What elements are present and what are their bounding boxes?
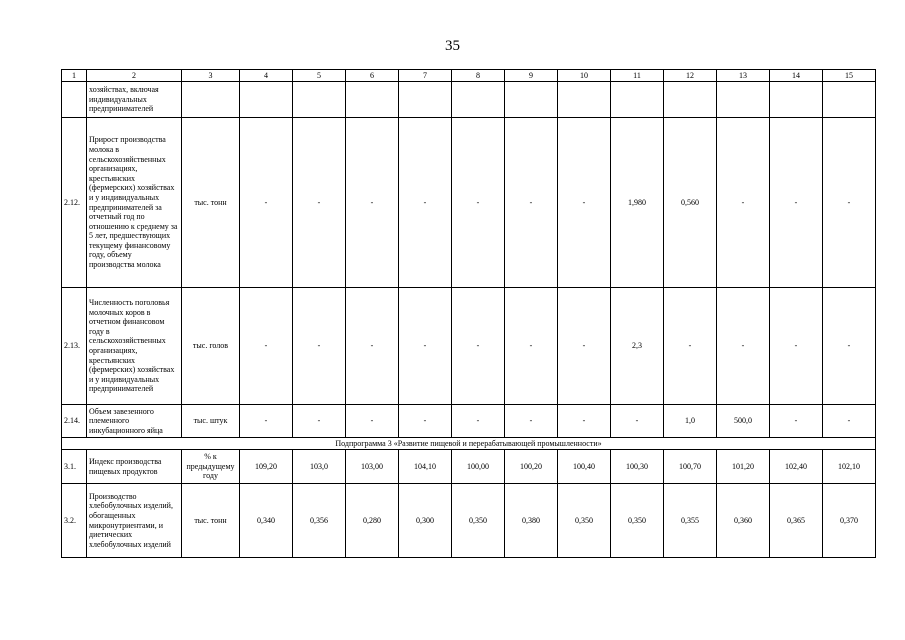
unit-cell: тыс. штук <box>182 405 240 438</box>
row-number: 2.12. <box>62 118 87 288</box>
row-number: 3.2. <box>62 484 87 558</box>
table-row <box>62 288 876 405</box>
header-cell: 8 <box>452 70 505 82</box>
indicator-name: Объем завезенного племенного инкубационного яйца <box>87 405 182 438</box>
table-row <box>62 484 876 558</box>
value-cell: - <box>770 288 823 405</box>
value-cell: 0,365 <box>770 484 823 558</box>
subprogram-row <box>62 438 876 450</box>
value-cell: - <box>346 405 399 438</box>
value-cell: - <box>240 118 293 288</box>
value-cell <box>505 82 558 118</box>
value-cell <box>452 82 505 118</box>
value-cell: 0,380 <box>505 484 558 558</box>
value-cell: - <box>399 405 452 438</box>
row-number: 3.1. <box>62 450 87 484</box>
indicator-name: хозяйствах, включая индивидуальных предпринимателей <box>87 82 182 118</box>
value-cell <box>664 82 717 118</box>
value-cell: - <box>505 405 558 438</box>
indicator-name: Прирост производства молока в сельскохозяйственных организациях, крестьянских (фермерских) хозяйствах и у индивидуальных предпринимателей за отчетный год по отношению к среднему за 5 лет, предшествующих текущему финансовому году, объему производства молока <box>87 118 182 288</box>
value-cell <box>399 82 452 118</box>
value-cell: - <box>293 118 346 288</box>
unit-cell: % к предыдущему году <box>182 450 240 484</box>
value-cell: - <box>558 288 611 405</box>
value-cell: 103,00 <box>346 450 399 484</box>
header-cell: 4 <box>240 70 293 82</box>
value-cell: - <box>823 405 876 438</box>
value-cell: 0,350 <box>558 484 611 558</box>
row-number: 2.13. <box>62 288 87 405</box>
value-cell: - <box>717 118 770 288</box>
value-cell: 500,0 <box>717 405 770 438</box>
value-cell: 0,360 <box>717 484 770 558</box>
header-cell: 7 <box>399 70 452 82</box>
value-cell: 0,356 <box>293 484 346 558</box>
header-cell: 15 <box>823 70 876 82</box>
table-row <box>62 405 876 438</box>
value-cell: 102,40 <box>770 450 823 484</box>
header-cell: 1 <box>62 70 87 82</box>
value-cell: - <box>770 118 823 288</box>
table-row <box>62 450 876 484</box>
value-cell: - <box>505 288 558 405</box>
value-cell: - <box>240 405 293 438</box>
value-cell: - <box>611 405 664 438</box>
value-cell: 0,300 <box>399 484 452 558</box>
value-cell <box>240 82 293 118</box>
value-cell: 100,20 <box>505 450 558 484</box>
header-cell: 13 <box>717 70 770 82</box>
value-cell: - <box>558 405 611 438</box>
unit-cell: тыс. тонн <box>182 484 240 558</box>
value-cell: - <box>399 118 452 288</box>
value-cell <box>346 82 399 118</box>
value-cell <box>611 82 664 118</box>
value-cell: - <box>664 288 717 405</box>
value-cell: 102,10 <box>823 450 876 484</box>
value-cell: - <box>505 118 558 288</box>
value-cell: 0,350 <box>452 484 505 558</box>
header-cell: 12 <box>664 70 717 82</box>
value-cell <box>823 82 876 118</box>
value-cell: - <box>293 405 346 438</box>
value-cell <box>717 82 770 118</box>
value-cell: 103,0 <box>293 450 346 484</box>
header-cell: 6 <box>346 70 399 82</box>
table-row <box>62 82 876 118</box>
indicator-name: Производство хлебобулочных изделий, обогащенных микронутриентами, и диетических хлебобулочных изделий <box>87 484 182 558</box>
row-number <box>62 82 87 118</box>
value-cell: 1,0 <box>664 405 717 438</box>
value-cell: 101,20 <box>717 450 770 484</box>
value-cell: 109,20 <box>240 450 293 484</box>
value-cell: - <box>823 288 876 405</box>
value-cell <box>770 82 823 118</box>
header-cell: 10 <box>558 70 611 82</box>
value-cell: 100,30 <box>611 450 664 484</box>
value-cell: - <box>346 118 399 288</box>
value-cell <box>558 82 611 118</box>
value-cell: - <box>717 288 770 405</box>
value-cell: 100,70 <box>664 450 717 484</box>
value-cell: 0,340 <box>240 484 293 558</box>
value-cell: 2,3 <box>611 288 664 405</box>
header-cell: 2 <box>87 70 182 82</box>
value-cell: - <box>452 118 505 288</box>
indicator-name: Численность поголовья молочных коров в отчетном финансовом году в сельскохозяйственных организациях, крестьянских (фермерских) хозяйствах и у индивидуальных предпринимателей <box>87 288 182 405</box>
value-cell: - <box>770 405 823 438</box>
row-number: 2.14. <box>62 405 87 438</box>
value-cell: - <box>399 288 452 405</box>
header-cell: 9 <box>505 70 558 82</box>
value-cell: - <box>346 288 399 405</box>
value-cell: - <box>452 405 505 438</box>
header-cell: 3 <box>182 70 240 82</box>
indicators-table <box>61 69 876 558</box>
unit-cell: тыс. голов <box>182 288 240 405</box>
header-cell: 14 <box>770 70 823 82</box>
header-cell: 11 <box>611 70 664 82</box>
value-cell: 100,40 <box>558 450 611 484</box>
value-cell: 100,00 <box>452 450 505 484</box>
value-cell: - <box>240 288 293 405</box>
header-row <box>62 70 876 82</box>
value-cell: 104,10 <box>399 450 452 484</box>
value-cell: - <box>452 288 505 405</box>
value-cell: 1,980 <box>611 118 664 288</box>
unit-cell <box>182 82 240 118</box>
page-number: 35 <box>445 38 460 54</box>
value-cell: - <box>558 118 611 288</box>
value-cell <box>293 82 346 118</box>
value-cell: 0,355 <box>664 484 717 558</box>
value-cell: 0,350 <box>611 484 664 558</box>
value-cell: 0,280 <box>346 484 399 558</box>
value-cell: - <box>823 118 876 288</box>
value-cell: 0,560 <box>664 118 717 288</box>
unit-cell: тыс. тонн <box>182 118 240 288</box>
indicator-name: Индекс производства пищевых продуктов <box>87 450 182 484</box>
table-row <box>62 118 876 288</box>
subprogram-title: Подпрограмма 3 «Развитие пищевой и перерабатывающей промышленности» <box>62 438 876 450</box>
value-cell: 0,370 <box>823 484 876 558</box>
value-cell: - <box>293 288 346 405</box>
header-cell: 5 <box>293 70 346 82</box>
